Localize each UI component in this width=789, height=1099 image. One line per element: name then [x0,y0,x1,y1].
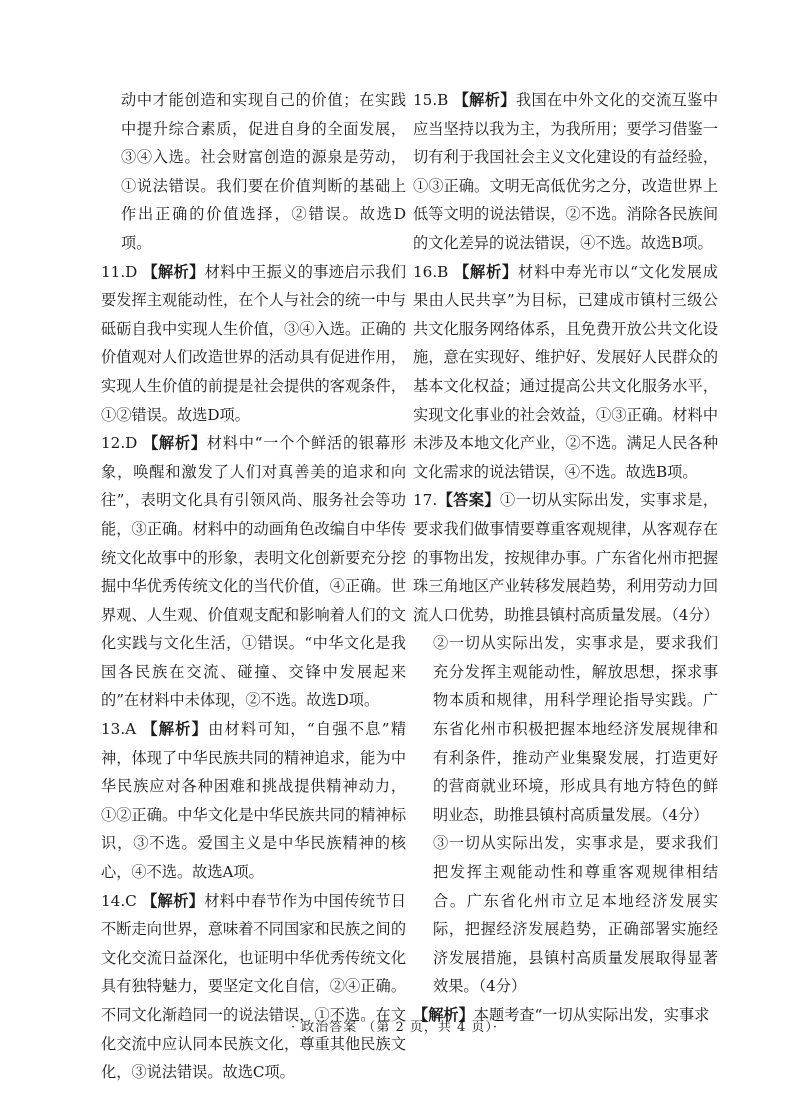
item-number: 13.A [101,720,137,739]
answer-item-13 [101,715,406,887]
analysis-label: 【解析】 [453,91,516,109]
item-text: 材料中春节作为中国传统节日不断走向世界，意味着不同国家和民族之间的文化交流日益深化，也证明中华优秀传统文化具有独特魅力，要坚定文化自信，②④正确。不同文化渐趋同一的说法错误，①不选。在文化交流中应认同本民族文化，尊重其他民族文化，③说法错误。故选C项。 [101,891,407,1082]
item-text: 材料中“一个个鲜活的银幕形象，唤醒和激发了人们对真善美的追求和向往”，表明文化具有引领风尚、服务社会等功能，③正确。材料中的动画角色改编自中华传统文化故事中的形象，表明文化创新要充分挖掘中华优秀传统文化的当代价值，④正确。世界观、人生观、价值观支配和影响着人们的文化实践与文化生活，①错误。“中华文化是我国各民族在交流、碰撞、交锋中发展起来的”在材料中未体现，②不选。故选D项。 [101,434,407,710]
page-footer: · 政治答案 （第 2 页，共 4 页）· [290,1020,499,1035]
analysis-label: 【解析】 [413,1006,474,1024]
analysis-label: 【解析】 [142,434,207,453]
item-number: 15.B [413,91,449,109]
answer-label: 【答案】 [437,491,500,510]
item-number: 11.D [101,262,138,281]
item-number: 17. [413,491,438,510]
answer-item-11 [101,258,406,430]
answer-item-14 [101,887,406,1087]
analysis-text: 本题考查“一切从实际出发，实事求 [473,1006,710,1024]
answer-item-16 [413,258,718,487]
answer-point-1: ①一切从实际出发，实事求是，要求我们做事情要尊重客观规律，从客观存在的事物出发，按规律办事。广东省化州市把握珠三角地区产业转移发展趋势，利用劳动力回流人口优势，助推县镇村高质量发展。（4分） [413,491,719,624]
q10-continuation: 动中才能创造和实现自己的价值；在实践中提升综合素质，促进自身的全面发展，③④入选。社会财富创造的源泉是劳动，①说法错误。我们要在价值判断的基础上作出正确的价值选择，②错误。故选D项。 [121,91,406,252]
answer-item-15 [413,86,718,258]
answer-point-2: ②一切从实际出发，实事求是，要求我们充分发挥主观能动性，解放思想，探求事物本质和规律，用科学理论指导实践。广东省化州市积极把握本地经济发展规律和有利条件，推动产业集聚发展，打造更好的营商就业环境，形成具有地方特色的鲜明业态，助推县镇村高质量发展。（4分） [433,634,718,824]
analysis-label: 【解析】 [142,262,205,281]
item-text: 由材料可知，“自强不息”精神，体现了中华民族共同的精神追求，能为中华民族应对各种困难和挑战提供精神动力，①②正确。中华文化是中华民族共同的精神标识，③不选。爱国主义是中华民族精神的核心，④不选。故选A项。 [101,720,407,882]
right-column [413,86,718,1030]
item-text: 材料中寿光市以“文化发展成果由人民共享”为目标，已建成市镇村三级公共文化服务网络体系，且免费开放公共文化设施，意在实现好、维护好、发展好人民群众的基本文化权益；通过提高公共文化服务水平，实现文化事业的社会效益，①③正确。材料中未涉及本地文化产业，②不选。满足人民各种文化需求的说法错误，④不选。故选B项。 [413,262,718,481]
answer-item-12 [101,429,406,715]
left-column [101,86,406,1087]
item-text: 我国在中外文化的交流互鉴中应当坚持以我为主，为我所用；要学习借鉴一切有利于我国社会主义文化建设的有益经验，①③正确。文明无高低优劣之分，改造世界上低等文明的说法错误，②不选。消除各民族间的文化差异的说法错误，④不选。故选B项。 [413,91,719,252]
analysis-label: 【解析】 [453,262,519,281]
item-text: 材料中王振义的事迹启示我们要发挥主观能动性，在个人与社会的统一中与砥砺自我中实现人生价值，③④入选。正确的价值观对人们改造世界的活动具有促进作用，实现人生价值的前提是社会提供的客观条件，①②错误。故选D项。 [101,262,407,424]
answer-item-17 [413,486,718,629]
analysis-label: 【解析】 [141,891,205,910]
item-number: 14.C [101,891,137,910]
item-number: 12.D [101,434,138,453]
analysis-label: 【解析】 [142,720,209,739]
answer-point-3: ③一切从实际出发，实事求是，要求我们把发挥主观能动性和尊重客观规律相结合。广东省化州市立足本地经济发展实际，把握经济发展趋势，正确部署实施经济发展措施，县镇村高质量发展取得显著效果。（4分） [433,834,718,996]
item-number: 16.B [413,262,449,281]
